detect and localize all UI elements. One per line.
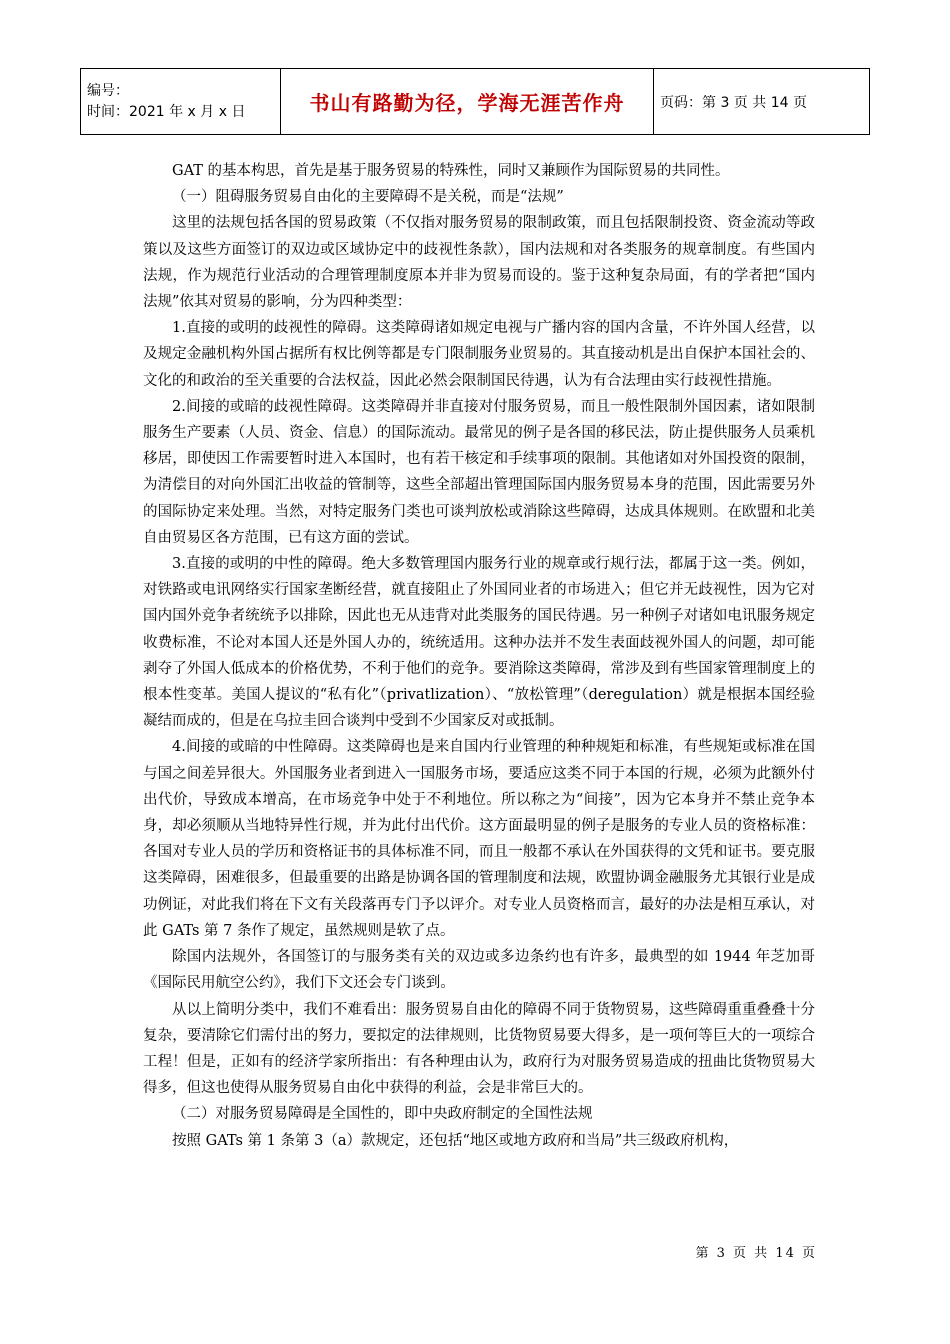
header-meta <box>81 69 281 135</box>
paragraph: 4.间接的或暗的中性障碍。这类障碍也是来自国内行业管理的种种规矩和标准，有些规矩或标准在国与国之间差异很大。外国服务业者到进入一国服务市场，要适应这类不同于本国的行规，必须为此额外付出代价，导致成本增高，在市场竞争中处于不利地位。所以称之为“间接”，因为它本身并不禁止竞争本身，却必须顺从当地特异性行规，并为此付出代价。这方面最明显的例子是服务的专业人员的资格标准：各国对专业人员的学历和资格证书的具体标准不同，而且一般都不承认在外国获得的文凭和证书。要克服这类障碍，困难很多，但最重要的出路是协调各国的管理制度和法规，欧盟协调金融服务尤其银行业是成功例证，对此我们将在下文有关段落再专门予以评介。对专业人员资格而言，最好的办法是相互承认，对此 GATs 第 7 条作了规定，虽然规则是软了点。 <box>143 739 815 939</box>
header-motto: 书山有路勤为径，学海无涯苦作舟 <box>281 69 654 135</box>
paragraph: 这里的法规包括各国的贸易政策（不仅指对服务贸易的限制政策，而且包括限制投资、资金流动等政策以及这些方面签订的双边或区域协定中的歧视性条款），国内法规和对各类服务的规章制度。有些国内法规，作为规范行业活动的合理管理制度原本并非为贸易而设的。鉴于这种复杂局面，有的学者把“国内法规”依其对贸易的影响，分为四种类型： <box>143 215 815 311</box>
page-header <box>80 68 870 135</box>
document-date: 时间：2021 年 x 月 x 日 <box>87 103 246 120</box>
paragraph: 1.直接的或明的歧视性的障碍。这类障碍诸如规定电视与广播内容的国内含量，不许外国人经营，以及规定金融机构外国占据所有权比例等都是专门限制服务业贸易的。其直接动机是出自保护本国社会的、文化的和政治的至关重要的合法权益，因此必然会限制国民待遇，认为有合法理由实行歧视性措施。 <box>143 320 815 389</box>
document-number-label: 编号： <box>87 82 129 99</box>
page-footer: 第 3 页 共 14 页 <box>695 1246 817 1261</box>
section-heading: （一）阻碍服务贸易自由化的主要障碍不是关税，而是“法规” <box>172 189 564 206</box>
paragraph: 除国内法规外，各国签订的与服务类有关的双边或多边条约也有许多，最典型的如 1944 年芝加哥《国际民用航空公约》，我们下文还会专门谈到。 <box>143 949 815 992</box>
header-page-code: 页码：第 3 页 共 14 页 <box>654 69 870 135</box>
paragraph: 3.直接的或明的中性的障碍。绝大多数管理国内服务行业的规章或行规行法，都属于这一类。例如，对铁路或电讯网络实行国家垄断经营，就直接阻止了外国同业者的市场进入；但它并无歧视性，因为它对国内国外竞争者统统予以排除，因此也无从违背对此类服务的国民待遇。另一种例子对诸如电讯服务规定收费标准，不论对本国人还是外国人办的，统统适用。这种办法并不发生表面歧视外国人的问题，却可能剥夺了外国人低成本的价格优势，不利于他们的竞争。要消除这类障碍，常涉及到有些国家管理制度上的根本性变革。美国人提议的“私有化”（privatlization）、“放松管理”（deregulation）就是根据本国经验凝结而成的，但是在乌拉圭回合谈判中受到不少国家反对或抵制。 <box>143 556 815 730</box>
paragraph: GAT 的基本构思，首先是基于服务贸易的特殊性，同时又兼顾作为国际贸易的共同性。 <box>172 163 730 179</box>
paragraph: 2.间接的或暗的歧视性障碍。这类障碍并非直接对付服务贸易，而且一般性限制外国因素，诸如限制服务生产要素（人员、资金、信息）的国际流动。最常见的例子是各国的移民法，防止提供服务人员乘机移居，即使因工作需要暂时进入本国时，也有若干核定和手续事项的限制。其他诸如对外国投资的限制，为清偿目的对向外国汇出收益的管制等，这些全部超出管理国际国内服务贸易本身的范围，因此需要另外的国际协定来处理。当然，对特定服务门类也可谈判放松或消除这些障碍，达成具体规则。在欧盟和北美自由贸易区各方范围，已有这方面的尝试。 <box>143 398 815 546</box>
paragraph: 按照 GATs 第 1 条第 3（a）款规定，还包括“地区或地方政府和当局”共三级政府机构， <box>172 1132 739 1149</box>
document-body <box>143 158 815 1154</box>
paragraph: 从以上简明分类中，我们不难看出：服务贸易自由化的障碍不同于货物贸易，这些障碍重重叠叠十分复杂，要清除它们需付出的努力，要拟定的法律规则，比货物贸易要大得多，是一项何等巨大的一项综合工程！但是，正如有的经济学家所指出：有各种理由认为，政府行为对服务贸易造成的扭曲比货物贸易大得多，但这也使得从服务贸易自由化中获得的利益，会是非常巨大的。 <box>143 1001 815 1097</box>
section-heading: （二）对服务贸易障碍是全国性的，即中央政府制定的全国性法规 <box>172 1106 593 1123</box>
